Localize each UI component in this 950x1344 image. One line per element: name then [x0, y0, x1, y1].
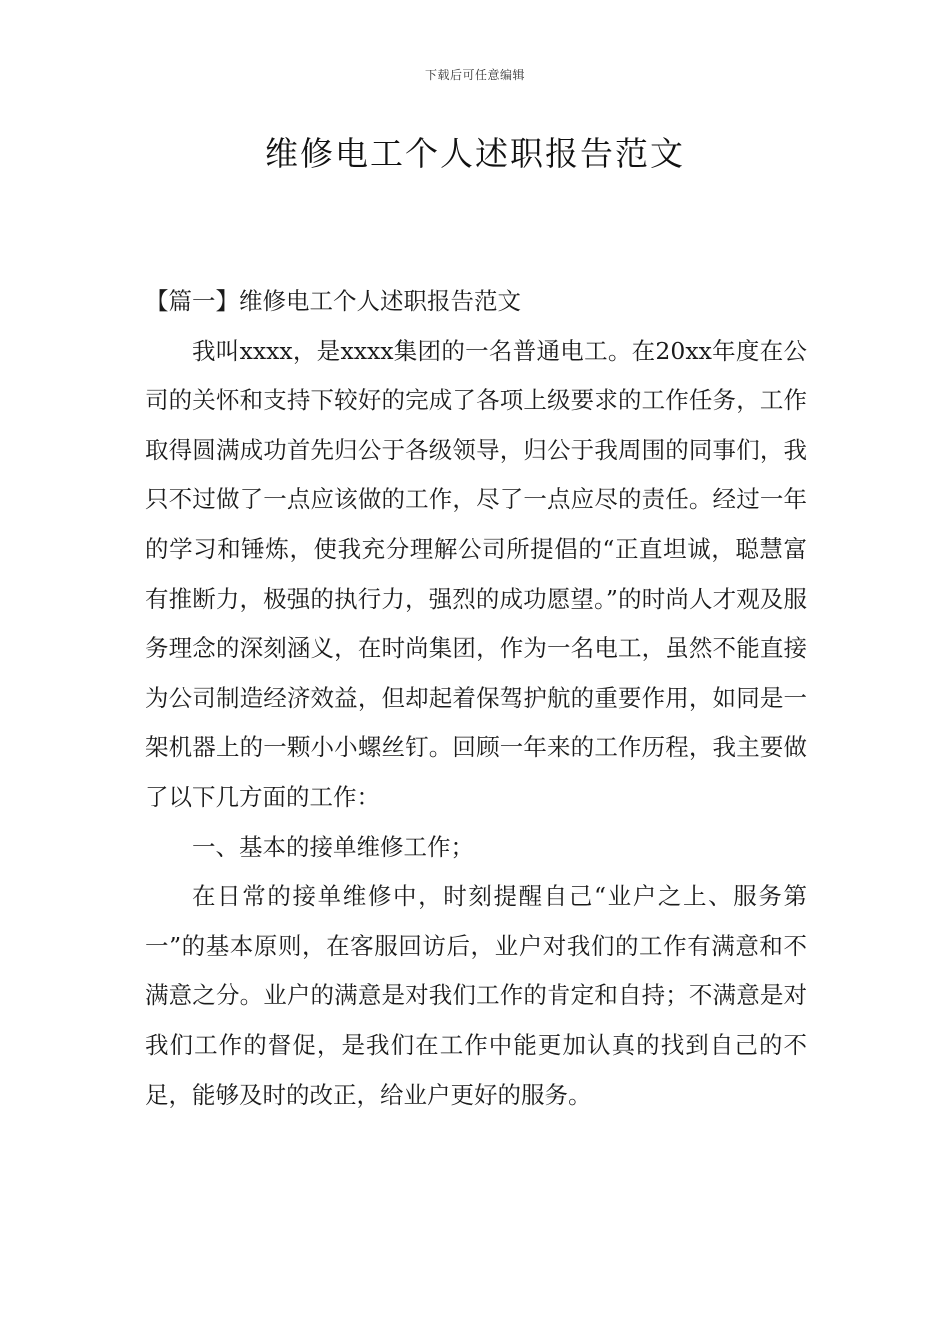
body-paragraph: 一、基本的接单维修工作；: [192, 832, 474, 861]
body-paragraph: 在日常的接单维修中，时刻提醒自己“业户之上、服务第一”的基本原则，在客服回访后，业户对我们的工作有满意和不满意之分。业户的满意是对我们工作的肯定和自持；不满意是对我们工作的督促，是我们在工作中能更加认真的找到自己的不足，能够及时的改正，给业户更好的服务。: [145, 882, 807, 1109]
body-paragraph: 我叫xxxx，是xxxx集团的一名普通电工。在20xx年度在公司的关怀和支持下较好的完成了各项上级要求的工作任务，工作取得圆满成功首先归公于各级领导，归公于我周围的同事们，我只不过做了一点应该做的工作，尽了一点应尽的责任。经过一年的学习和锤炼，使我充分理解公司所提倡的“正直坦诚，聪慧富有推断力，极强的执行力，强烈的成功愿望。”的时尚人才观及服务理念的深刻涵义，在时尚集团，作为一名电工，虽然不能直接为公司制造经济效益，但却起着保驾护航的重要作用，如同是一架机器上的一颗小小螺丝钉。回顾一年来的工作历程，我主要做了以下几方面的工作：: [145, 336, 807, 811]
document-title: 维修电工个人述职报告范文: [265, 134, 685, 173]
document-body: [145, 277, 807, 1120]
header-note: 下载后可任意编辑: [424, 68, 525, 82]
section-heading: 【篇一】维修电工个人述职报告范文: [145, 287, 521, 315]
